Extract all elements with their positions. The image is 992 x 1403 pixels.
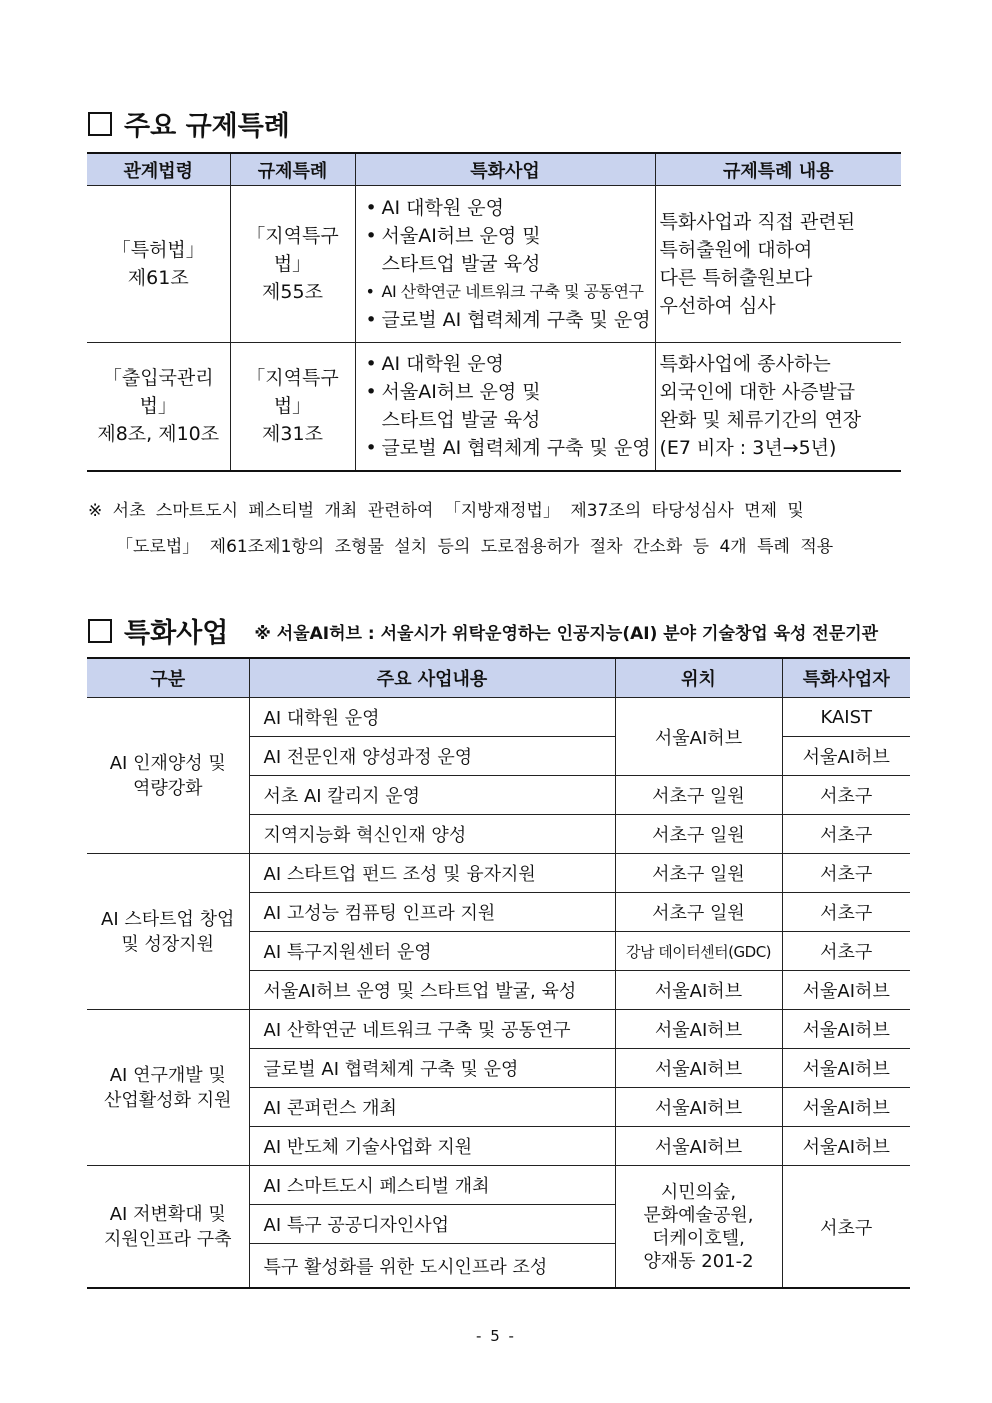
list-item: • AI 대학원 운영	[360, 194, 651, 222]
group-label: AI 스타트업 창업 및 성장지원	[87, 854, 249, 1010]
list-item: • 글로벌 AI 협력체계 구축 및 운영	[360, 434, 651, 462]
law-cell: 「출입국관리법」 제8조, 제10조	[87, 343, 230, 471]
group-label: AI 연구개발 및 산업활성화 지원	[87, 1010, 249, 1166]
table-row	[87, 1166, 910, 1205]
location-cell: 서초구 일원	[615, 815, 782, 854]
operator-cell: 서초구	[782, 776, 910, 815]
project-item: 서초 AI 칼리지 운영	[249, 776, 615, 815]
project-item: 글로벌 AI 협력체계 구축 및 운영	[249, 1049, 615, 1088]
operator-cell: 서울AI허브	[782, 1049, 910, 1088]
footnote-line: ※ 서초 스마트도시 페스티벌 개최 관련하여 「지방재정법」 제37조의 타당성심사 면제 및	[88, 501, 804, 521]
operator-cell: 서울AI허브	[782, 1127, 910, 1166]
table-row	[87, 1010, 910, 1049]
table-header-row	[87, 153, 901, 186]
regulatory-exception-table	[87, 152, 901, 472]
project-item: AI 특구 공공디자인사업	[249, 1205, 615, 1244]
operator-cell: 서울AI허브	[782, 1010, 910, 1049]
operator-cell: 서울AI허브	[782, 1088, 910, 1127]
project-item: 특구 활성화를 위한 도시인프라 조성	[249, 1244, 615, 1289]
project-item: AI 산학연군 네트워크 구축 및 공동연구	[249, 1010, 615, 1049]
project-item: AI 콘퍼런스 개최	[249, 1088, 615, 1127]
law-cell: 「특허법」 제61조	[87, 186, 230, 343]
footnote-line: 「도로법」 제61조제1항의 조형물 설치 등의 도로점용허가 절차 간소화 등 4개 특례 적용	[116, 537, 834, 557]
location-cell: 서울AI허브	[615, 1010, 782, 1049]
location-cell: 서울AI허브	[615, 698, 782, 776]
col-header: 주요 사업내용	[249, 658, 615, 698]
location-cell: 서초구 일원	[615, 893, 782, 932]
project-item: 서울AI허브 운영 및 스타트업 발굴, 육성	[249, 971, 615, 1010]
table-row	[87, 698, 910, 737]
list-item: • AI 대학원 운영	[360, 350, 651, 378]
operator-cell: 서초구	[782, 893, 910, 932]
list-item: • 서울AI허브 운영 및 스타트업 발굴 육성	[360, 222, 651, 278]
project-item: AI 스타트업 펀드 조성 및 융자지원	[249, 854, 615, 893]
location-cell: 서울AI허브	[615, 1127, 782, 1166]
list-item: • 글로벌 AI 협력체계 구축 및 운영	[360, 306, 651, 334]
table-row	[87, 343, 901, 471]
content-cell: 특화사업에 종사하는 외국인에 대한 사증발급 완화 및 체류기간의 연장 (E7 비자 : 3년→5년)	[655, 343, 901, 471]
exception-cell: 「지역특구법」 제55조	[230, 186, 355, 343]
page-number: - 5 -	[476, 1327, 516, 1345]
location-cell: 서울AI허브	[615, 971, 782, 1010]
project-item: AI 특구지원센터 운영	[249, 932, 615, 971]
operator-cell: 서울AI허브	[782, 971, 910, 1010]
group-label: AI 인재양성 및 역량강화	[87, 698, 249, 854]
operator-cell: 서초구	[782, 815, 910, 854]
project-item: 지역지능화 혁신인재 양성	[249, 815, 615, 854]
table-header-row	[87, 658, 910, 698]
project-item: AI 스마트도시 페스티벌 개최	[249, 1166, 615, 1205]
operator-cell: 서초구	[782, 1166, 910, 1289]
location-cell: 서초구 일원	[615, 854, 782, 893]
col-header: 위치	[615, 658, 782, 698]
footnote	[88, 493, 833, 565]
project-item: AI 반도체 기술사업화 지원	[249, 1127, 615, 1166]
specialized-projects-table	[87, 657, 910, 1289]
operator-cell: 서울AI허브	[782, 737, 910, 776]
location-cell: 시민의숲, 문화예술공원, 더케이호텔, 양재동 201-2	[615, 1166, 782, 1289]
exception-cell: 「지역특구법」 제31조	[230, 343, 355, 471]
list-item: • 서울AI허브 운영 및 스타트업 발굴 육성	[360, 378, 651, 434]
content-cell: 특화사업과 직접 관련된 특허출원에 대하여 다른 특허출원보다 우선하여 심사	[655, 186, 901, 343]
location-cell: 서울AI허브	[615, 1049, 782, 1088]
project-item: AI 대학원 운영	[249, 698, 615, 737]
project-item: AI 고성능 컴퓨팅 인프라 지원	[249, 893, 615, 932]
project-item: AI 전문인재 양성과정 운영	[249, 737, 615, 776]
section-title-projects: 특화사업 ※ 서울AI허브 : 서울시가 위탁운영하는 인공지능(AI) 분야 기술창업 육성 전문기관	[88, 611, 878, 650]
operator-cell: 서초구	[782, 932, 910, 971]
operator-cell: 서초구	[782, 854, 910, 893]
location-cell: 서초구 일원	[615, 776, 782, 815]
col-header: 규제특례 내용	[655, 153, 901, 186]
col-header: 규제특례	[230, 153, 355, 186]
operator-cell: KAIST	[782, 698, 910, 737]
location-cell: 서울AI허브	[615, 1088, 782, 1127]
col-header: 특화사업자	[782, 658, 910, 698]
projects-cell	[355, 343, 655, 471]
checkbox-square-icon	[88, 619, 112, 643]
col-header: 구분	[87, 658, 249, 698]
col-header: 관계법령	[87, 153, 230, 186]
list-item: • AI 산학연군 네트워크 구축 및 공동연구	[360, 278, 651, 306]
table-row	[87, 186, 901, 343]
checkbox-square-icon	[88, 112, 112, 136]
location-cell: 강남 데이터센터(GDC)	[615, 932, 782, 971]
table-row	[87, 854, 910, 893]
col-header: 특화사업	[355, 153, 655, 186]
section-title-regulatory: 주요 규제특례	[88, 104, 290, 143]
projects-cell	[355, 186, 655, 343]
section-note: ※ 서울AI허브 : 서울시가 위탁운영하는 인공지능(AI) 분야 기술창업 육성 전문기관	[254, 624, 879, 644]
group-label: AI 저변확대 및 지원인프라 구축	[87, 1166, 249, 1289]
